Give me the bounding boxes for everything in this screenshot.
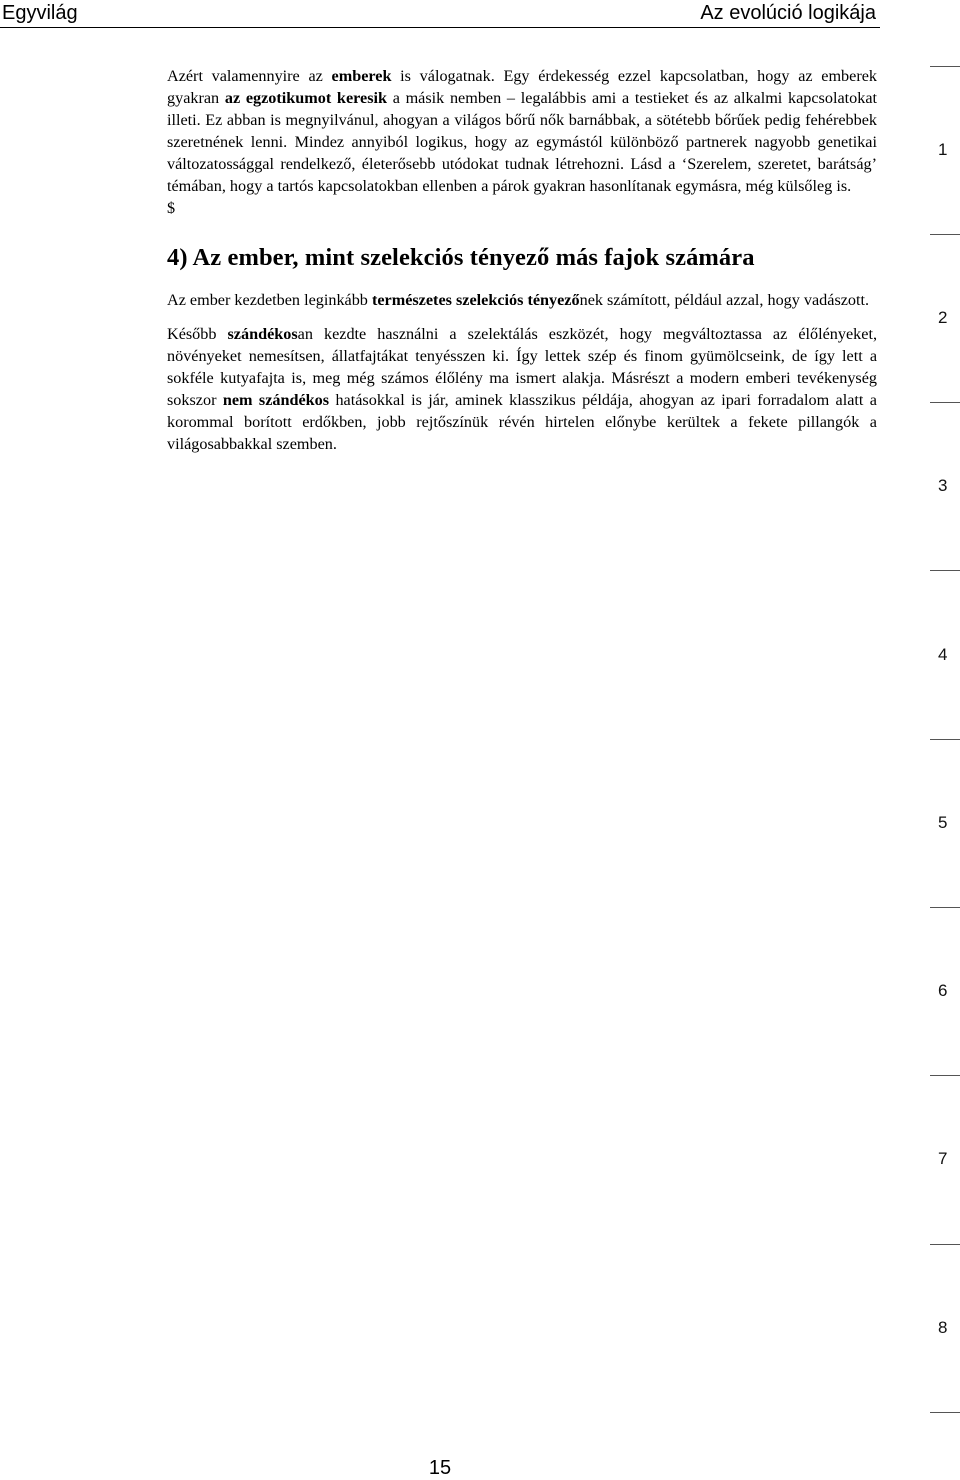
side-divider [930, 1412, 960, 1413]
side-divider [930, 402, 960, 403]
side-divider [930, 66, 960, 67]
header-book-title: Egyvilág [2, 2, 78, 24]
paragraph-humans-select: Azért valamennyire az emberek is válogatnak. Egy érdekesség ezzel kapcsolatban, hogy az emberek gyakran az egzotikumot keresik a másik nemben – legalábbis ami a testieket és az alkalmi kapcsolatokat illeti. Ez abban is megnyilvánul, ahogyan a világos bőrű nők barnábbak, a sötétebb bőrűek pedig fehérebbek szeretnének lenni. Mindez annyiból logikus, hogy az egymástól különböző partnerek nagyobb genetikai változatossággal rendelkező, életerősebb utódokat tudnak létrehozni. Lásd a ‘Szerelem, szeretet, barátság’ témában, hogy a tartós kapcsolatokban ellenben a párok gyakran hasonlítanak egymásra, még külsőleg is. $ [167, 67, 878, 217]
side-divider [930, 570, 960, 571]
paragraph-intentional-selection: Később szándékosan kezdte használni a szelektálás eszközét, hogy megváltoztassa az élőlényeket, növényeket nemesítsen, állatfajtákat tenyésszen ki. Így lettek szép és finom gyümölcseink, de így lett a sokféle kutyafajta is, meg még számos élőlény ma ismert alakja. Másrészt a modern emberi tevékenység sokszor nem szándékos hatásokkal is jár, aminek klasszikus példája, ahogyan az ipari forradalom alatt a korommal borított erdőkben, jobb rejtőszínük révén hirtelen előnybe kerültek a fekete pillangók a világosabbakkal szemben. [167, 325, 877, 453]
page-number: 15 [428, 1457, 452, 1479]
bold-term-egzotikum: az egzotikumot keresik [224, 89, 388, 107]
side-divider [930, 1075, 960, 1076]
side-number: 8 [938, 1318, 948, 1337]
side-number: 5 [938, 813, 948, 832]
side-number: 2 [938, 308, 948, 327]
side-divider [930, 907, 960, 908]
bold-term-emberek: emberek [331, 67, 392, 85]
side-divider [930, 1244, 960, 1245]
side-divider [930, 739, 960, 740]
side-number: 4 [938, 645, 948, 664]
bold-term-intentional: szándékos [227, 325, 298, 343]
side-number: 1 [938, 140, 948, 159]
section-heading: 4) Az ember, mint szelekciós tényező más fajok számára [167, 244, 755, 271]
side-number: 6 [938, 981, 948, 1000]
header-chapter-title: Az evolúció logikája [700, 2, 876, 24]
paragraph-natural-selection: Az ember kezdetben leginkább természetes szelekciós tényezőnek számított, például azzal, hogy vadászott. [167, 291, 870, 309]
side-number: 7 [938, 1149, 948, 1168]
side-divider [930, 234, 960, 235]
side-margin-scale [930, 0, 960, 1477]
side-number: 3 [938, 476, 948, 495]
dollar-marker: $ [167, 199, 176, 217]
bold-term-natural-selection: természetes szelekciós tényező [371, 291, 580, 309]
page-header [0, 0, 880, 28]
main-content [167, 65, 877, 467]
bold-term-unintentional: nem szándékos [222, 391, 330, 409]
